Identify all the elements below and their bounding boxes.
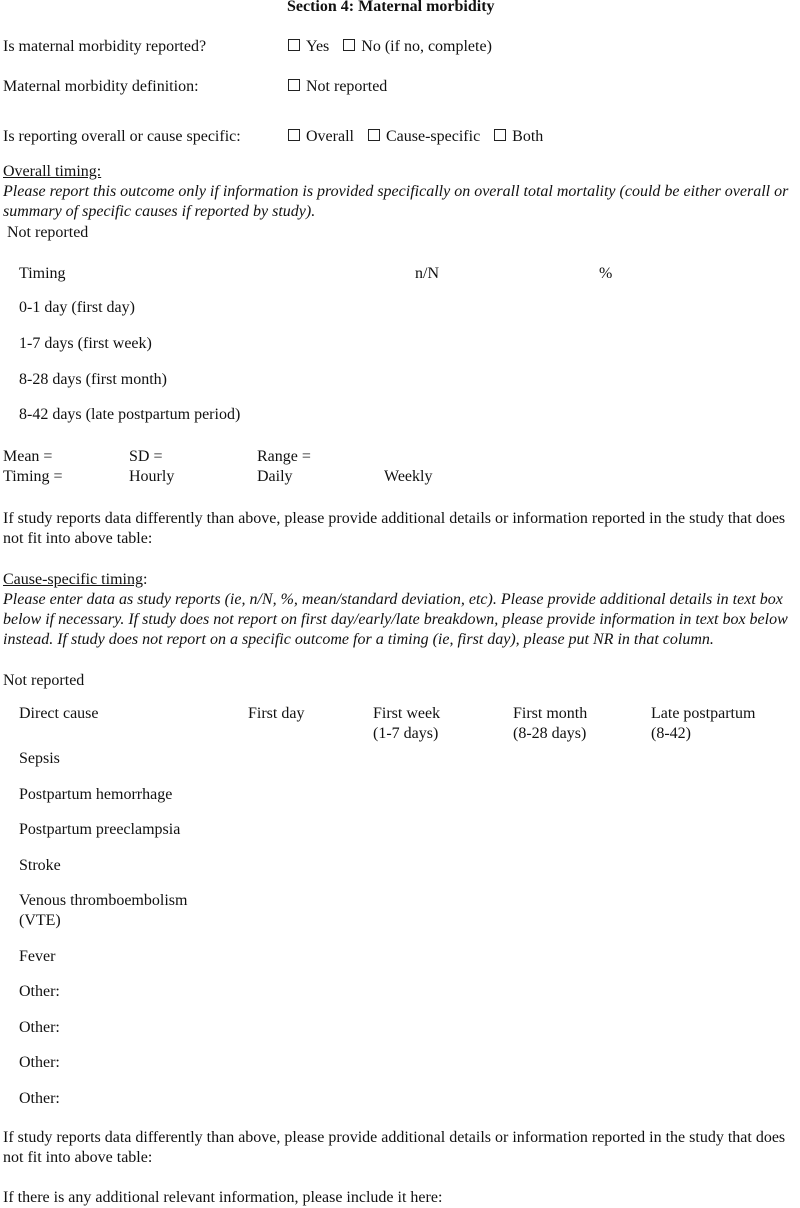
- cause-row-sepsis: Sepsis: [19, 750, 60, 767]
- stat-weekly: Weekly: [384, 468, 433, 485]
- cause-row-fever: Fever: [19, 948, 56, 965]
- cause-header-direct-cause: Direct cause: [19, 705, 99, 722]
- checkbox-icon[interactable]: [288, 39, 300, 51]
- cause-row-other-4: Other:: [19, 1090, 60, 1107]
- cause-subheader-late-postpartum: (8-42): [651, 725, 691, 742]
- stat-timing: Timing =: [3, 468, 63, 485]
- overall-header-timing: Timing: [19, 265, 66, 282]
- cause-specific-note: If study reports data differently than above, please provide additional details or information reported in the study that does not fit into above table:: [3, 1129, 786, 1166]
- cause-header-late-postpartum: Late postpartum: [651, 705, 756, 722]
- cause-header-first-month: First month: [513, 705, 588, 722]
- overall-not-reported: Not reported: [7, 224, 89, 241]
- stat-mean: Mean =: [3, 448, 53, 465]
- cause-row-other-3: Other:: [19, 1054, 60, 1071]
- overall-row-first-day: 0-1 day (first day): [19, 299, 135, 316]
- morbidity-reported-options: [288, 37, 492, 57]
- overall-header-n: n/N: [415, 265, 439, 282]
- cause-row-other-1: Other:: [19, 983, 60, 1000]
- cause-specific-heading: Cause-specific timing:: [3, 571, 148, 588]
- reporting-type-label: Is reporting overall or cause specific:: [3, 128, 241, 145]
- overall-header-percent: %: [599, 265, 613, 282]
- checkbox-icon[interactable]: [494, 129, 506, 141]
- cause-row-vte: Venous thromboembolism: [19, 892, 188, 909]
- cause-row-stroke: Stroke: [19, 857, 61, 874]
- morbidity-definition-options: [288, 77, 387, 97]
- option-no[interactable]: No (if no, complete): [343, 37, 492, 57]
- overall-note: If study reports data differently than above, please provide additional details or information reported in the study that does not fit into above table:: [3, 510, 786, 547]
- cause-subheader-first-month: (8-28 days): [513, 725, 587, 742]
- option-cause-specific[interactable]: Cause-specific: [368, 127, 480, 147]
- option-not-reported[interactable]: Not reported: [288, 77, 387, 97]
- cause-row-vte-abbrev: (VTE): [19, 912, 61, 929]
- option-overall[interactable]: Overall: [288, 127, 354, 147]
- cause-row-hemorrhage: Postpartum hemorrhage: [19, 786, 173, 803]
- cause-specific-not-reported: Not reported: [3, 672, 85, 689]
- checkbox-icon[interactable]: [368, 129, 380, 141]
- morbidity-definition-label: Maternal morbidity definition:: [3, 78, 199, 95]
- option-both[interactable]: Both: [494, 127, 543, 147]
- overall-timing-heading: Overall timing:: [3, 163, 102, 180]
- cause-header-first-week: First week: [373, 705, 441, 722]
- reporting-type-options: [288, 127, 543, 147]
- morbidity-reported-label: Is maternal morbidity reported?: [3, 38, 207, 55]
- overall-row-late-postpartum: 8-42 days (late postpartum period): [19, 406, 241, 423]
- checkbox-icon[interactable]: [288, 129, 300, 141]
- option-yes[interactable]: Yes: [288, 37, 329, 57]
- section-title: Section 4: Maternal morbidity: [287, 0, 495, 15]
- stat-daily: Daily: [257, 468, 293, 485]
- cause-subheader-first-week: (1-7 days): [373, 725, 439, 742]
- overall-row-first-month: 8-28 days (first month): [19, 371, 167, 388]
- stat-hourly: Hourly: [129, 468, 175, 485]
- checkbox-icon[interactable]: [343, 39, 355, 51]
- overall-instruction: Please report this outcome only if information is provided specifically on overall total mortality (could be either overall or summary of specific causes if reported by study).: [3, 183, 789, 220]
- additional-info-prompt: If there is any additional relevant information, please include it here:: [3, 1189, 443, 1206]
- cause-row-preeclampsia: Postpartum preeclampsia: [19, 821, 181, 838]
- cause-header-first-day: First day: [248, 705, 305, 722]
- overall-row-first-week: 1-7 days (first week): [19, 335, 152, 352]
- checkbox-icon[interactable]: [288, 79, 300, 91]
- stat-sd: SD =: [129, 448, 163, 465]
- stat-range: Range =: [257, 448, 311, 465]
- cause-row-other-2: Other:: [19, 1019, 60, 1036]
- cause-specific-instruction: Please enter data as study reports (ie, n/N, %, mean/standard deviation, etc). Please provide additional details in text box below if necessary. If study does not report on first day/early/late breakdown, please provide information in text box below instead. If study does not report on a specific outcome for a timing (ie, first day), please put NR in that column.: [3, 591, 788, 648]
